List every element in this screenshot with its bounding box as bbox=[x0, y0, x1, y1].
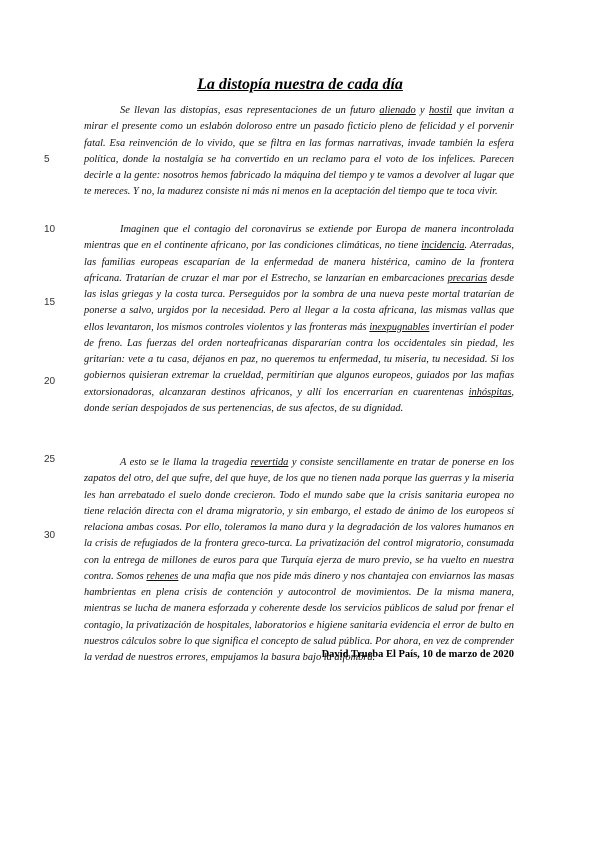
line-number-30: 30 bbox=[44, 530, 56, 541]
text-segment: A esto se le llama la tragedia bbox=[120, 457, 251, 468]
text-segment: y consiste sencillamente en tratar de ponerse en los zapatos del otro, del que sufre, del que huye, de los que no tienen nada porque las guerras y la miseria les han arrebatado el suelo donde crecieron. Todo el mundo sabe que la crisis sanitaria europea no tiene relación directa con el drama migratorio, y sin embargo, el estado de ánimo de los europeos sí relaciona ambas cosas. Por ello, toleramos la mano dura y la degradación de los valores humanos en la crisis de refugiados de la frontera greco-turca. La privatización del control migratorio, consumada con la entrega de millones de euros para que Turquía ejerza de muro previo, se ha vuelto en nuestra contra. Somos bbox=[84, 457, 514, 582]
underlined-word: inhóspitas bbox=[468, 386, 512, 398]
text-segment: y bbox=[415, 105, 429, 116]
underlined-word: rehenes bbox=[146, 570, 179, 582]
underlined-word: hostil bbox=[428, 105, 453, 116]
signature-line: David Trueba El País, 10 de marzo de 2020 bbox=[321, 649, 514, 660]
text-segment: invertirían el poder de freno. Las fuerzas del orden norteafricanas dispararían contra los occidentales sin piedad, les gritarían: vete a tu casa, déjanos en paz, no queremos tu enfermedad, tu miseria, tu necesidad. Si los gobiernos quisieran extremar la crueldad, permitirían que algunos europeos, guiados por las mafias extorsionadoras, alcanzaran destinos africanos, y allí los encerrarían en cuarentenas bbox=[84, 321, 514, 398]
document-title: La distopía nuestra de cada día bbox=[197, 76, 403, 93]
line-number-25: 25 bbox=[44, 454, 56, 465]
text-segment: Imaginen que el contagio del coronavirus se extiende por Europa de manera incontrolada mientras que en el continente africano, por las condiciones climáticas, no tiene bbox=[84, 224, 514, 252]
text-segment: de una mafia que nos pide más dinero y nos chantajea con enviarnos las masas hambrientas en plena crisis de contención y autocontrol de movimientos. De la misma manera, mientras se lucha de manera esforzada y coherente desde los servicios públicos de salud por frenar el contagio, la privatización de hospitales, laboratorios e higiene sanitaria evidencia el error de bulto en nuestros cálculos sobre lo que significa el concepto de salud pública. Por ahora, en vez de comprender la verdad de nuestros errores, empujamos la basura bajo la alfombra. bbox=[84, 570, 514, 663]
underlined-word: inexpugnables bbox=[369, 321, 430, 333]
text-segment: desde las islas griegas y la costa turca. Perseguidos por la sombra de una nueva peste mortal tratarían de ponerse a salvo, urgidos por la necesidad. Pero al llegar a la costa africana, las mismas vallas que ellos levantaron, los mismos controles violentos y las fronteras más bbox=[84, 272, 514, 333]
line-number-20: 20 bbox=[44, 376, 56, 387]
text-segment: que invitan a mirar el presente como un eslabón doloroso entre un pasado ficticio pleno de felicidad y el porvenir fatal. Esa reinvención de lo vivido, que se filtra en las formas narrativas, invade también la esfera política, donde la nostalgia se ha convertido en un reclamo para el voto de los infelices. Parecen decirle a la gente: nosotros hemos fabricado la máquina del tiempo y te vamos a devolver al lugar que te mereces. Y no, la madurez consiste ni más ni menos en la aceptación del tiempo que te toca vivir. bbox=[84, 105, 515, 198]
paragraph-1 bbox=[84, 103, 514, 201]
paragraph-3 bbox=[84, 455, 514, 666]
line-number-10: 10 bbox=[44, 224, 56, 235]
underlined-word: alienado bbox=[379, 105, 416, 116]
text-segment: Se llevan las distopías, esas representaciones de un futuro bbox=[120, 105, 380, 116]
underlined-word: incidencia bbox=[421, 240, 465, 252]
line-number-5: 5 bbox=[44, 154, 50, 165]
paragraph-2 bbox=[84, 222, 514, 417]
line-number-15: 15 bbox=[44, 297, 56, 308]
text-segment: . Aterradas, las familias europeas escaparían de la enfermedad de manera histérica, camino de la frontera africana. Tratarían de cruzar el mar por el Estrecho, se lanzarían en embarcaciones bbox=[84, 240, 515, 284]
underlined-word: revertida bbox=[250, 457, 289, 468]
underlined-word: precarias bbox=[447, 272, 488, 284]
text-segment: , donde serían despojados de sus pertenencias, de sus afectos, de su dignidad. bbox=[84, 386, 514, 414]
